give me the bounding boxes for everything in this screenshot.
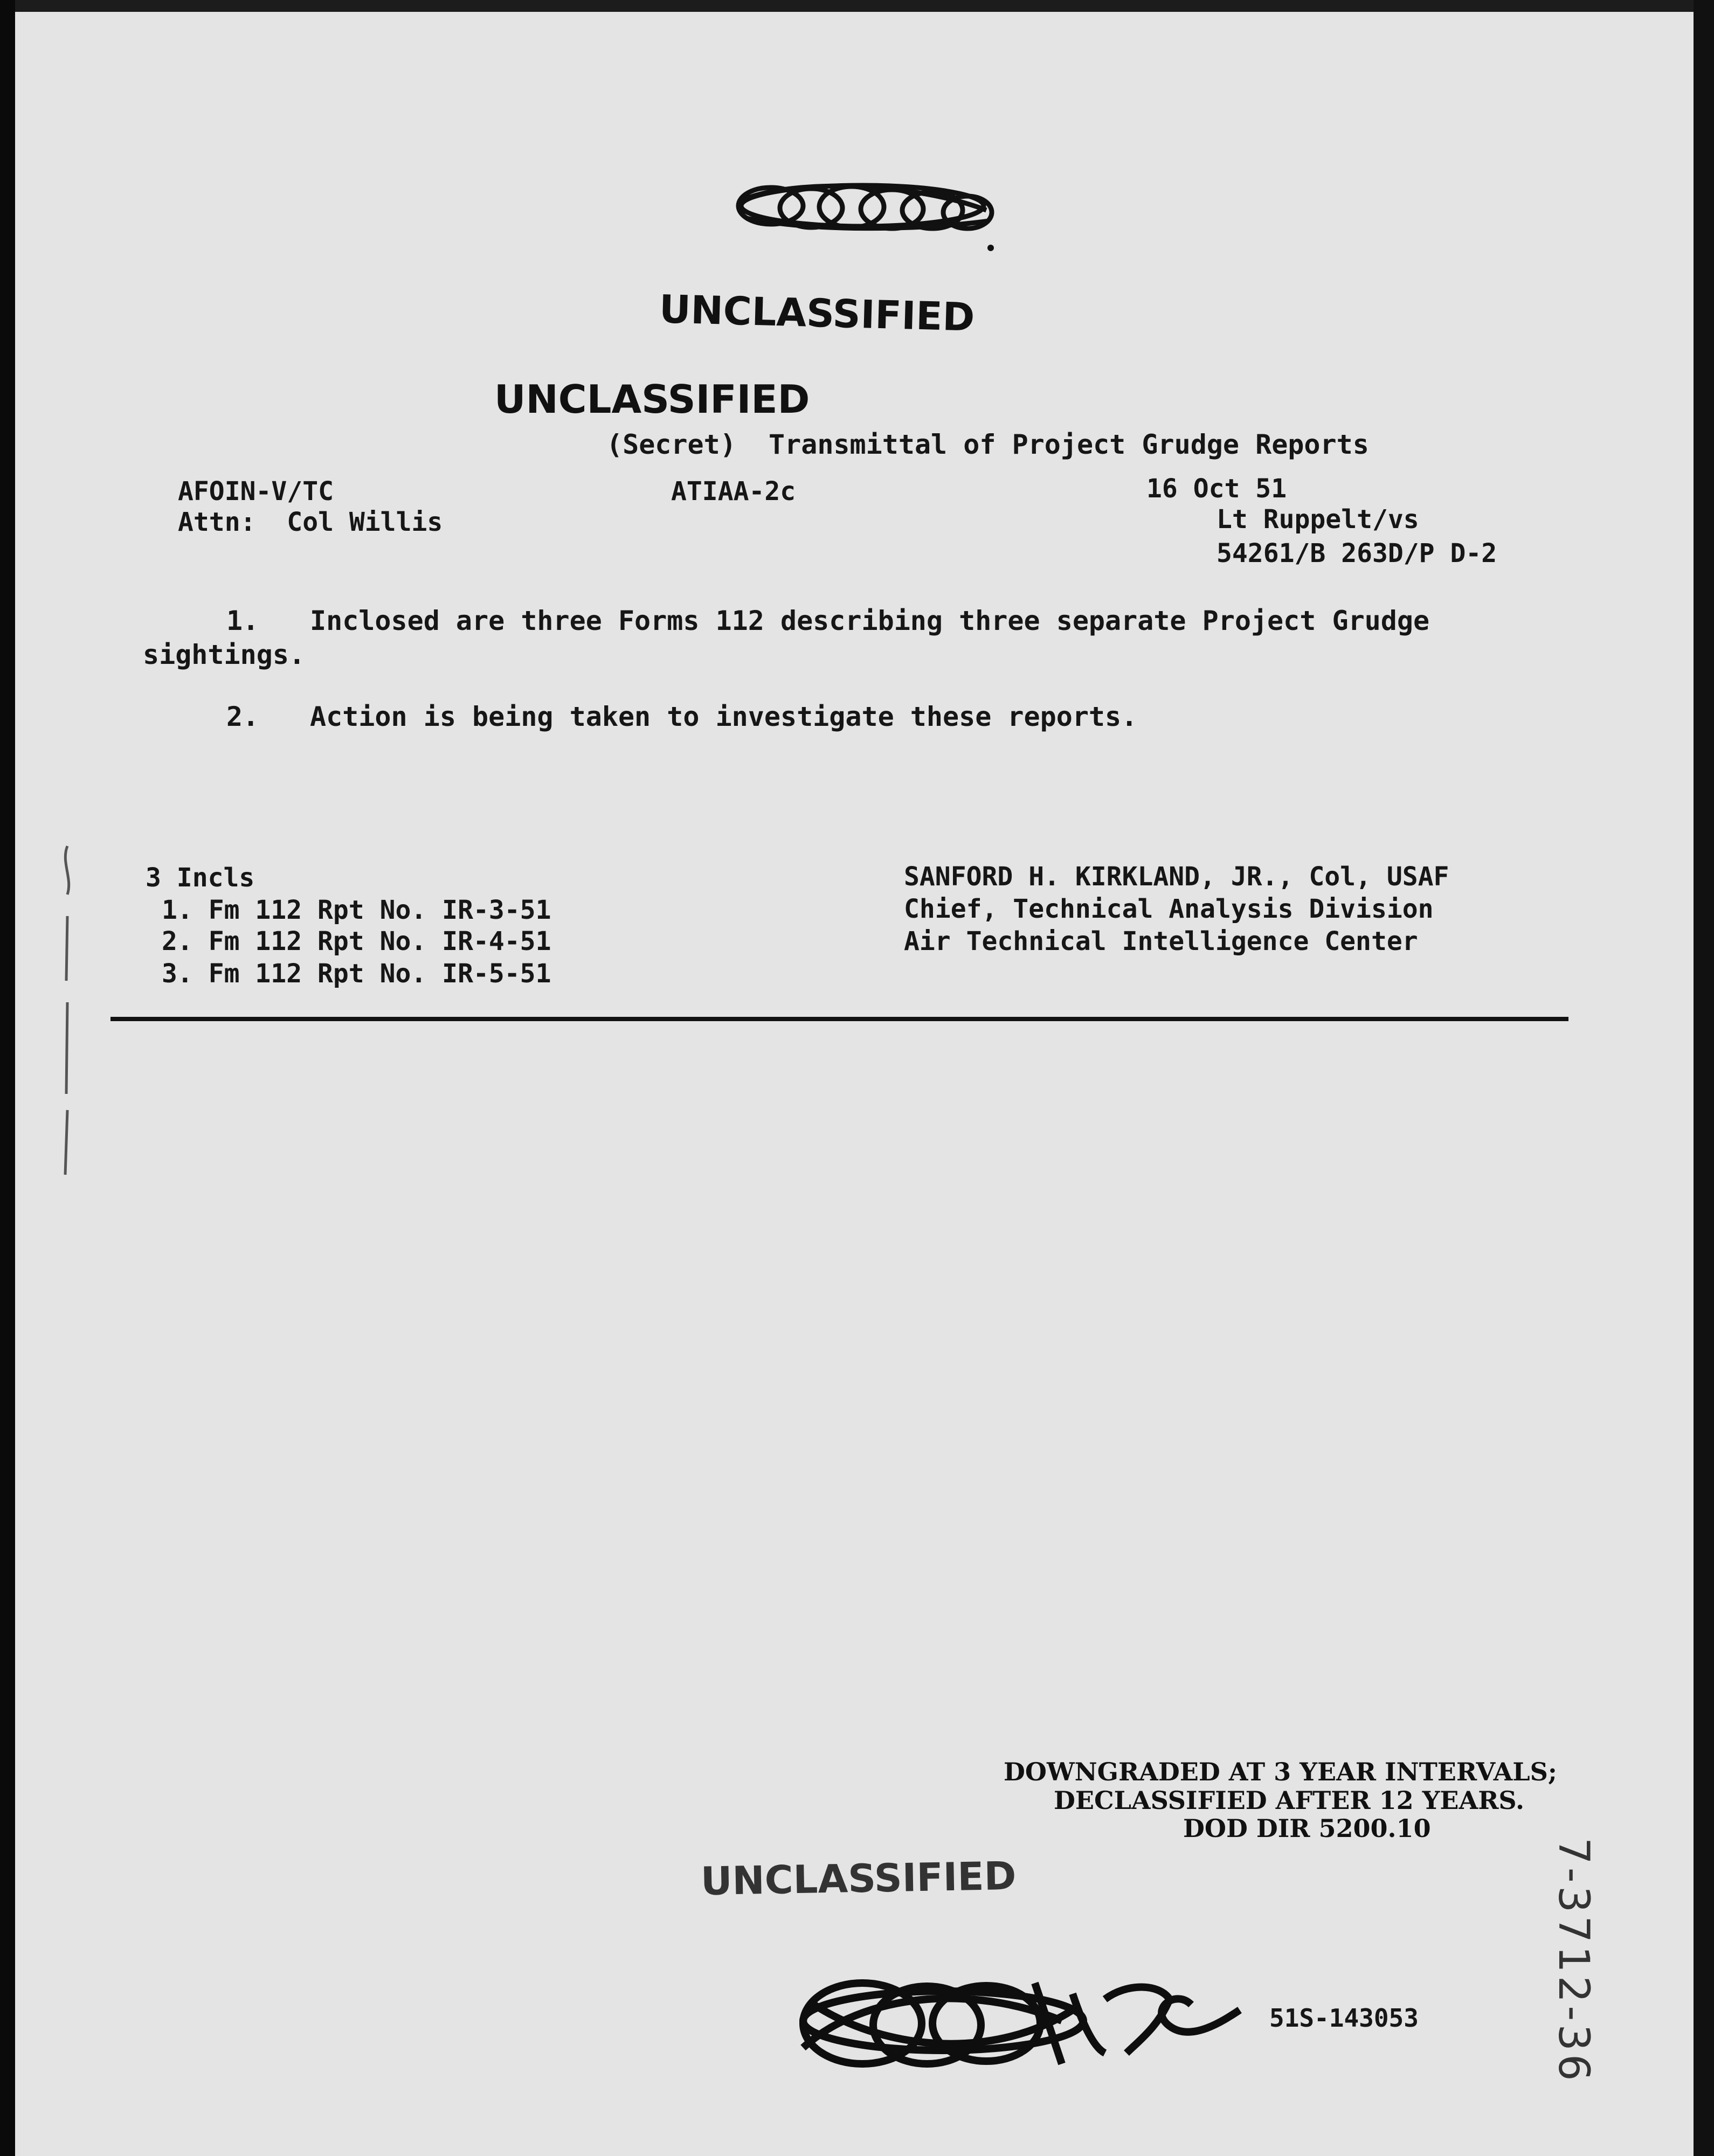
inclosure-item: 3. Fm 112 Rpt No. IR-5-51	[162, 959, 551, 989]
declass-line-2: DECLASSIFIED AFTER 12 YEARS.	[1054, 1786, 1525, 1815]
right-margin-handwritten-number: 7-3712-36	[1549, 1838, 1598, 2084]
attention-line: Attn: Col Willis	[178, 507, 443, 537]
left-margin-marks	[51, 841, 84, 1186]
author-initials: Lt Ruppelt/vs	[1217, 504, 1419, 535]
document-date: 16 Oct 51	[1146, 474, 1287, 504]
control-number: 51S-143053	[1269, 2004, 1419, 2033]
paragraph-1-number: 1.	[226, 605, 259, 636]
declass-line-1: DOWNGRADED AT 3 YEAR INTERVALS;	[1004, 1757, 1557, 1786]
scan-edge-left	[0, 0, 15, 2156]
classification-stamp-top: UNCLASSIFIED	[659, 286, 976, 340]
signature-title: Chief, Technical Analysis Division	[904, 894, 1434, 924]
from-office: ATIAA-2c	[671, 476, 796, 507]
declass-line-3: DOD DIR 5200.10	[1183, 1814, 1431, 1843]
subject-line: (Secret) Transmittal of Project Grudge Reports	[606, 429, 1369, 460]
signature-name: SANFORD H. KIRKLAND, JR., Col, USAF	[904, 862, 1449, 892]
top-redaction-scribble	[722, 167, 1003, 253]
scan-edge-top	[0, 0, 1714, 12]
signature-organization: Air Technical Intelligence Center	[904, 926, 1418, 956]
inclosure-item: 2. Fm 112 Rpt No. IR-4-51	[162, 926, 551, 956]
phone-extension: 54261/B 263D/P D-2	[1217, 538, 1497, 569]
to-office: AFOIN-V/TC	[178, 476, 334, 507]
paragraph-2-number: 2.	[226, 701, 259, 732]
bottom-redaction-scribble	[782, 1961, 1267, 2085]
paragraph-2-text: Action is being taken to investigate these reports.	[310, 701, 1138, 732]
classification-stamp-second: UNCLASSIFIED	[494, 377, 810, 422]
paragraph-1-line-1: Inclosed are three Forms 112 describing three separate Project Grudge	[310, 605, 1430, 636]
classification-stamp-bottom: UNCLASSIFIED	[700, 1853, 1017, 1904]
inclosures-heading: 3 Incls	[146, 863, 255, 893]
inclosure-item: 1. Fm 112 Rpt No. IR-3-51	[162, 895, 551, 925]
horizontal-rule	[110, 1017, 1568, 1021]
scan-edge-right	[1694, 0, 1714, 2156]
paragraph-1-line-2: sightings.	[143, 639, 306, 670]
